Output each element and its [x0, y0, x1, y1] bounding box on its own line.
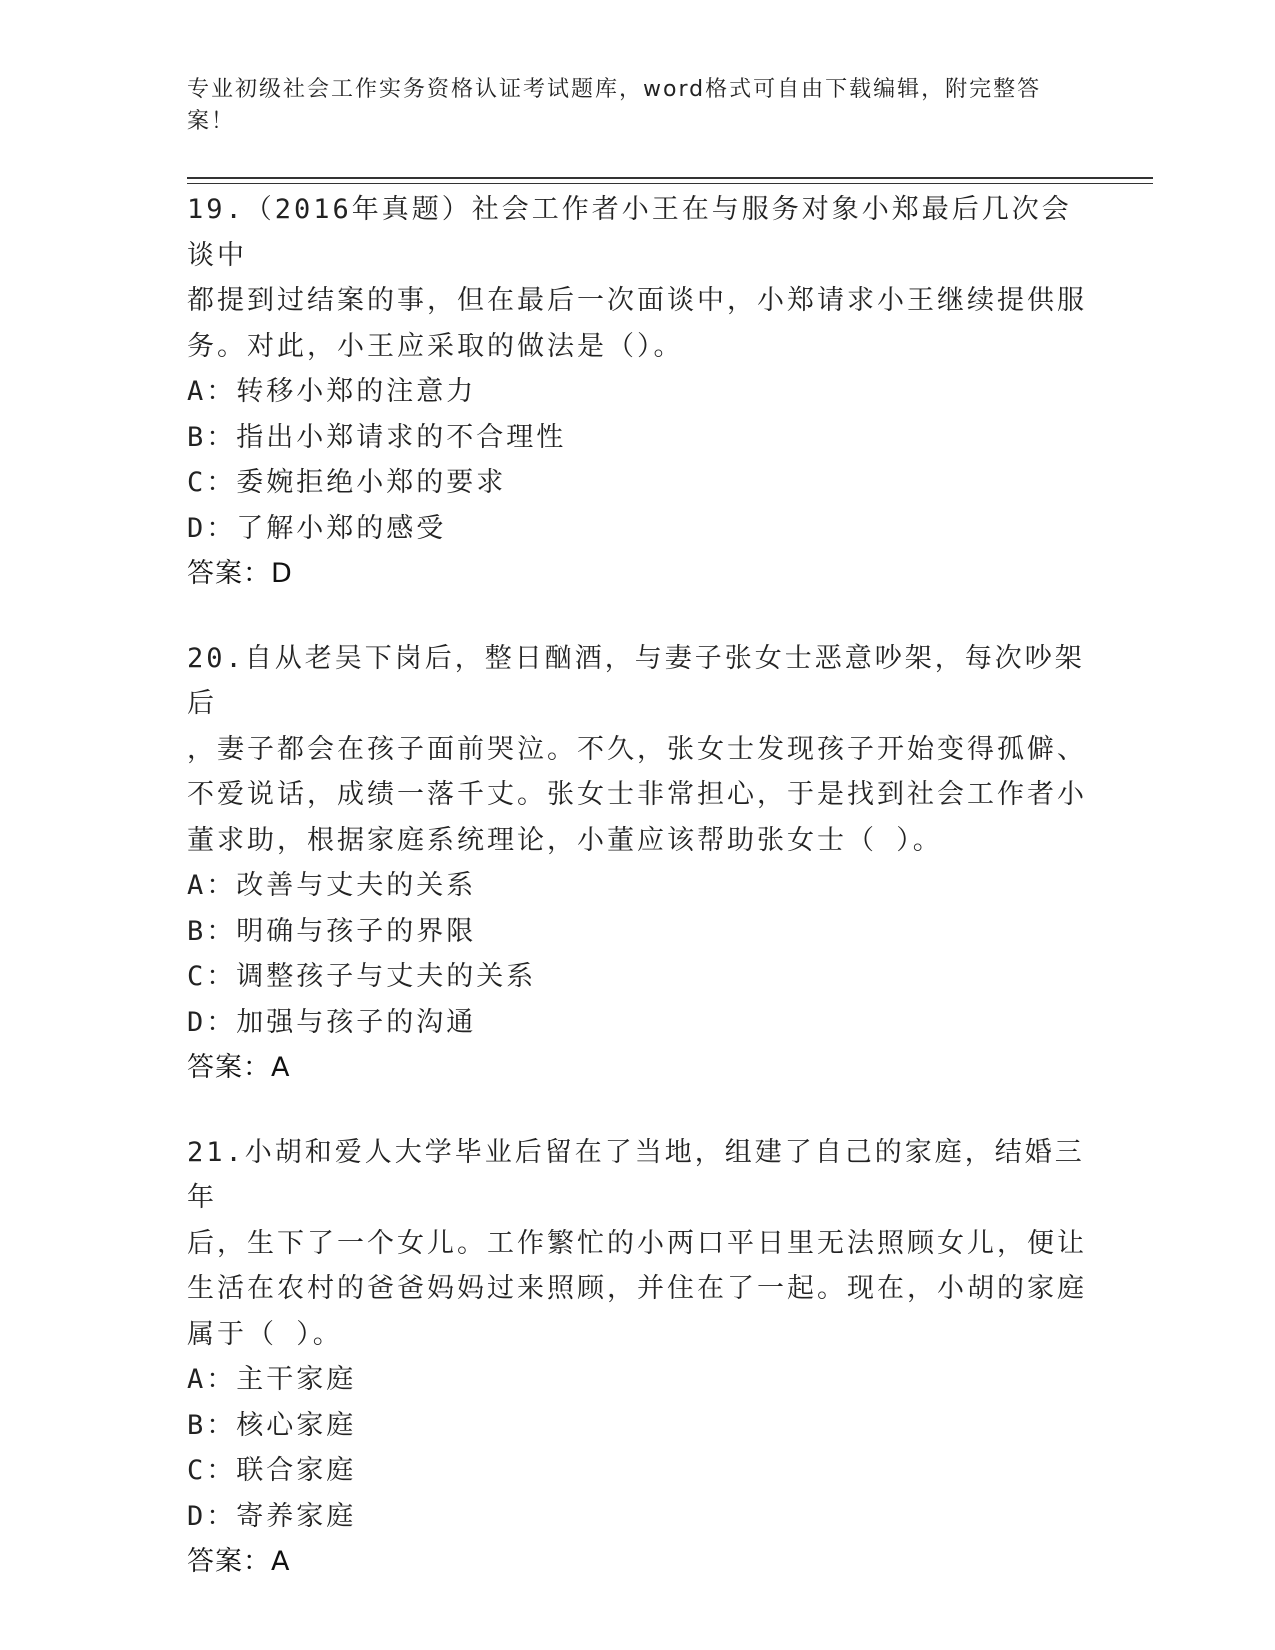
question-21	[187, 1130, 1087, 1585]
header-rule-thick	[187, 177, 1153, 179]
option-b: B：指出小郑请求的不合理性	[187, 421, 567, 453]
question-stem-line: 21.小胡和爱人大学毕业后留在了当地，组建了自己的家庭，结婚三年	[187, 1136, 1085, 1213]
header-rule-thin	[187, 183, 1153, 184]
answer-line: 答案：A	[187, 1052, 291, 1083]
question-stem-line: 不爱说话，成绩一落千丈。张女士非常担心，于是找到社会工作者小	[187, 779, 1087, 810]
question-stem-line: 属于（ ）。	[187, 1318, 343, 1350]
question-stem-line: 都提到过结案的事，但在最后一次面谈中，小郑请求小王继续提供服	[187, 285, 1087, 316]
question-stem-line: ，妻子都会在孩子面前哭泣。不久，张女士发现孩子开始变得孤僻、	[187, 733, 1087, 765]
option-d: D：加强与孩子的沟通	[187, 1006, 477, 1038]
option-a: A：转移小郑的注意力	[187, 376, 477, 407]
question-stem-line: 后，生下了一个女儿。工作繁忙的小两口平日里无法照顾女儿，便让	[187, 1227, 1087, 1259]
question-stem-line: 务。对此，小王应采取的做法是（）。	[187, 330, 684, 362]
question-stem-line: 20.自从老吴下岗后，整日酗酒，与妻子张女士恶意吵架，每次吵架后	[187, 642, 1085, 719]
question-stem-line: 生活在农村的爸爸妈妈过来照顾，并住在了一起。现在，小胡的家庭	[187, 1273, 1087, 1304]
option-d: D：寄养家庭	[187, 1500, 357, 1532]
option-b: B：核心家庭	[187, 1409, 357, 1441]
document-header: 专业初级社会工作实务资格认证考试题库，word格式可自由下载编辑，附完整答案！	[187, 77, 1042, 134]
answer-line: 答案：A	[187, 1546, 291, 1577]
question-20	[187, 636, 1087, 1091]
option-c: C：联合家庭	[187, 1455, 357, 1486]
option-a: A：主干家庭	[187, 1364, 357, 1395]
question-stem-line: 19.（2016年真题）社会工作者小王在与服务对象小郑最后几次会谈中	[187, 194, 1072, 271]
answer-line: 答案：D	[187, 558, 293, 589]
question-stem-line: 董求助，根据家庭系统理论，小董应该帮助张女士（ ）。	[187, 824, 943, 856]
option-c: C：调整孩子与丈夫的关系	[187, 961, 537, 992]
option-d: D：了解小郑的感受	[187, 512, 447, 544]
option-a: A：改善与丈夫的关系	[187, 870, 477, 901]
question-19	[187, 187, 1087, 597]
option-c: C：委婉拒绝小郑的要求	[187, 467, 507, 498]
option-b: B：明确与孩子的界限	[187, 915, 477, 947]
question-list	[187, 187, 1087, 1624]
